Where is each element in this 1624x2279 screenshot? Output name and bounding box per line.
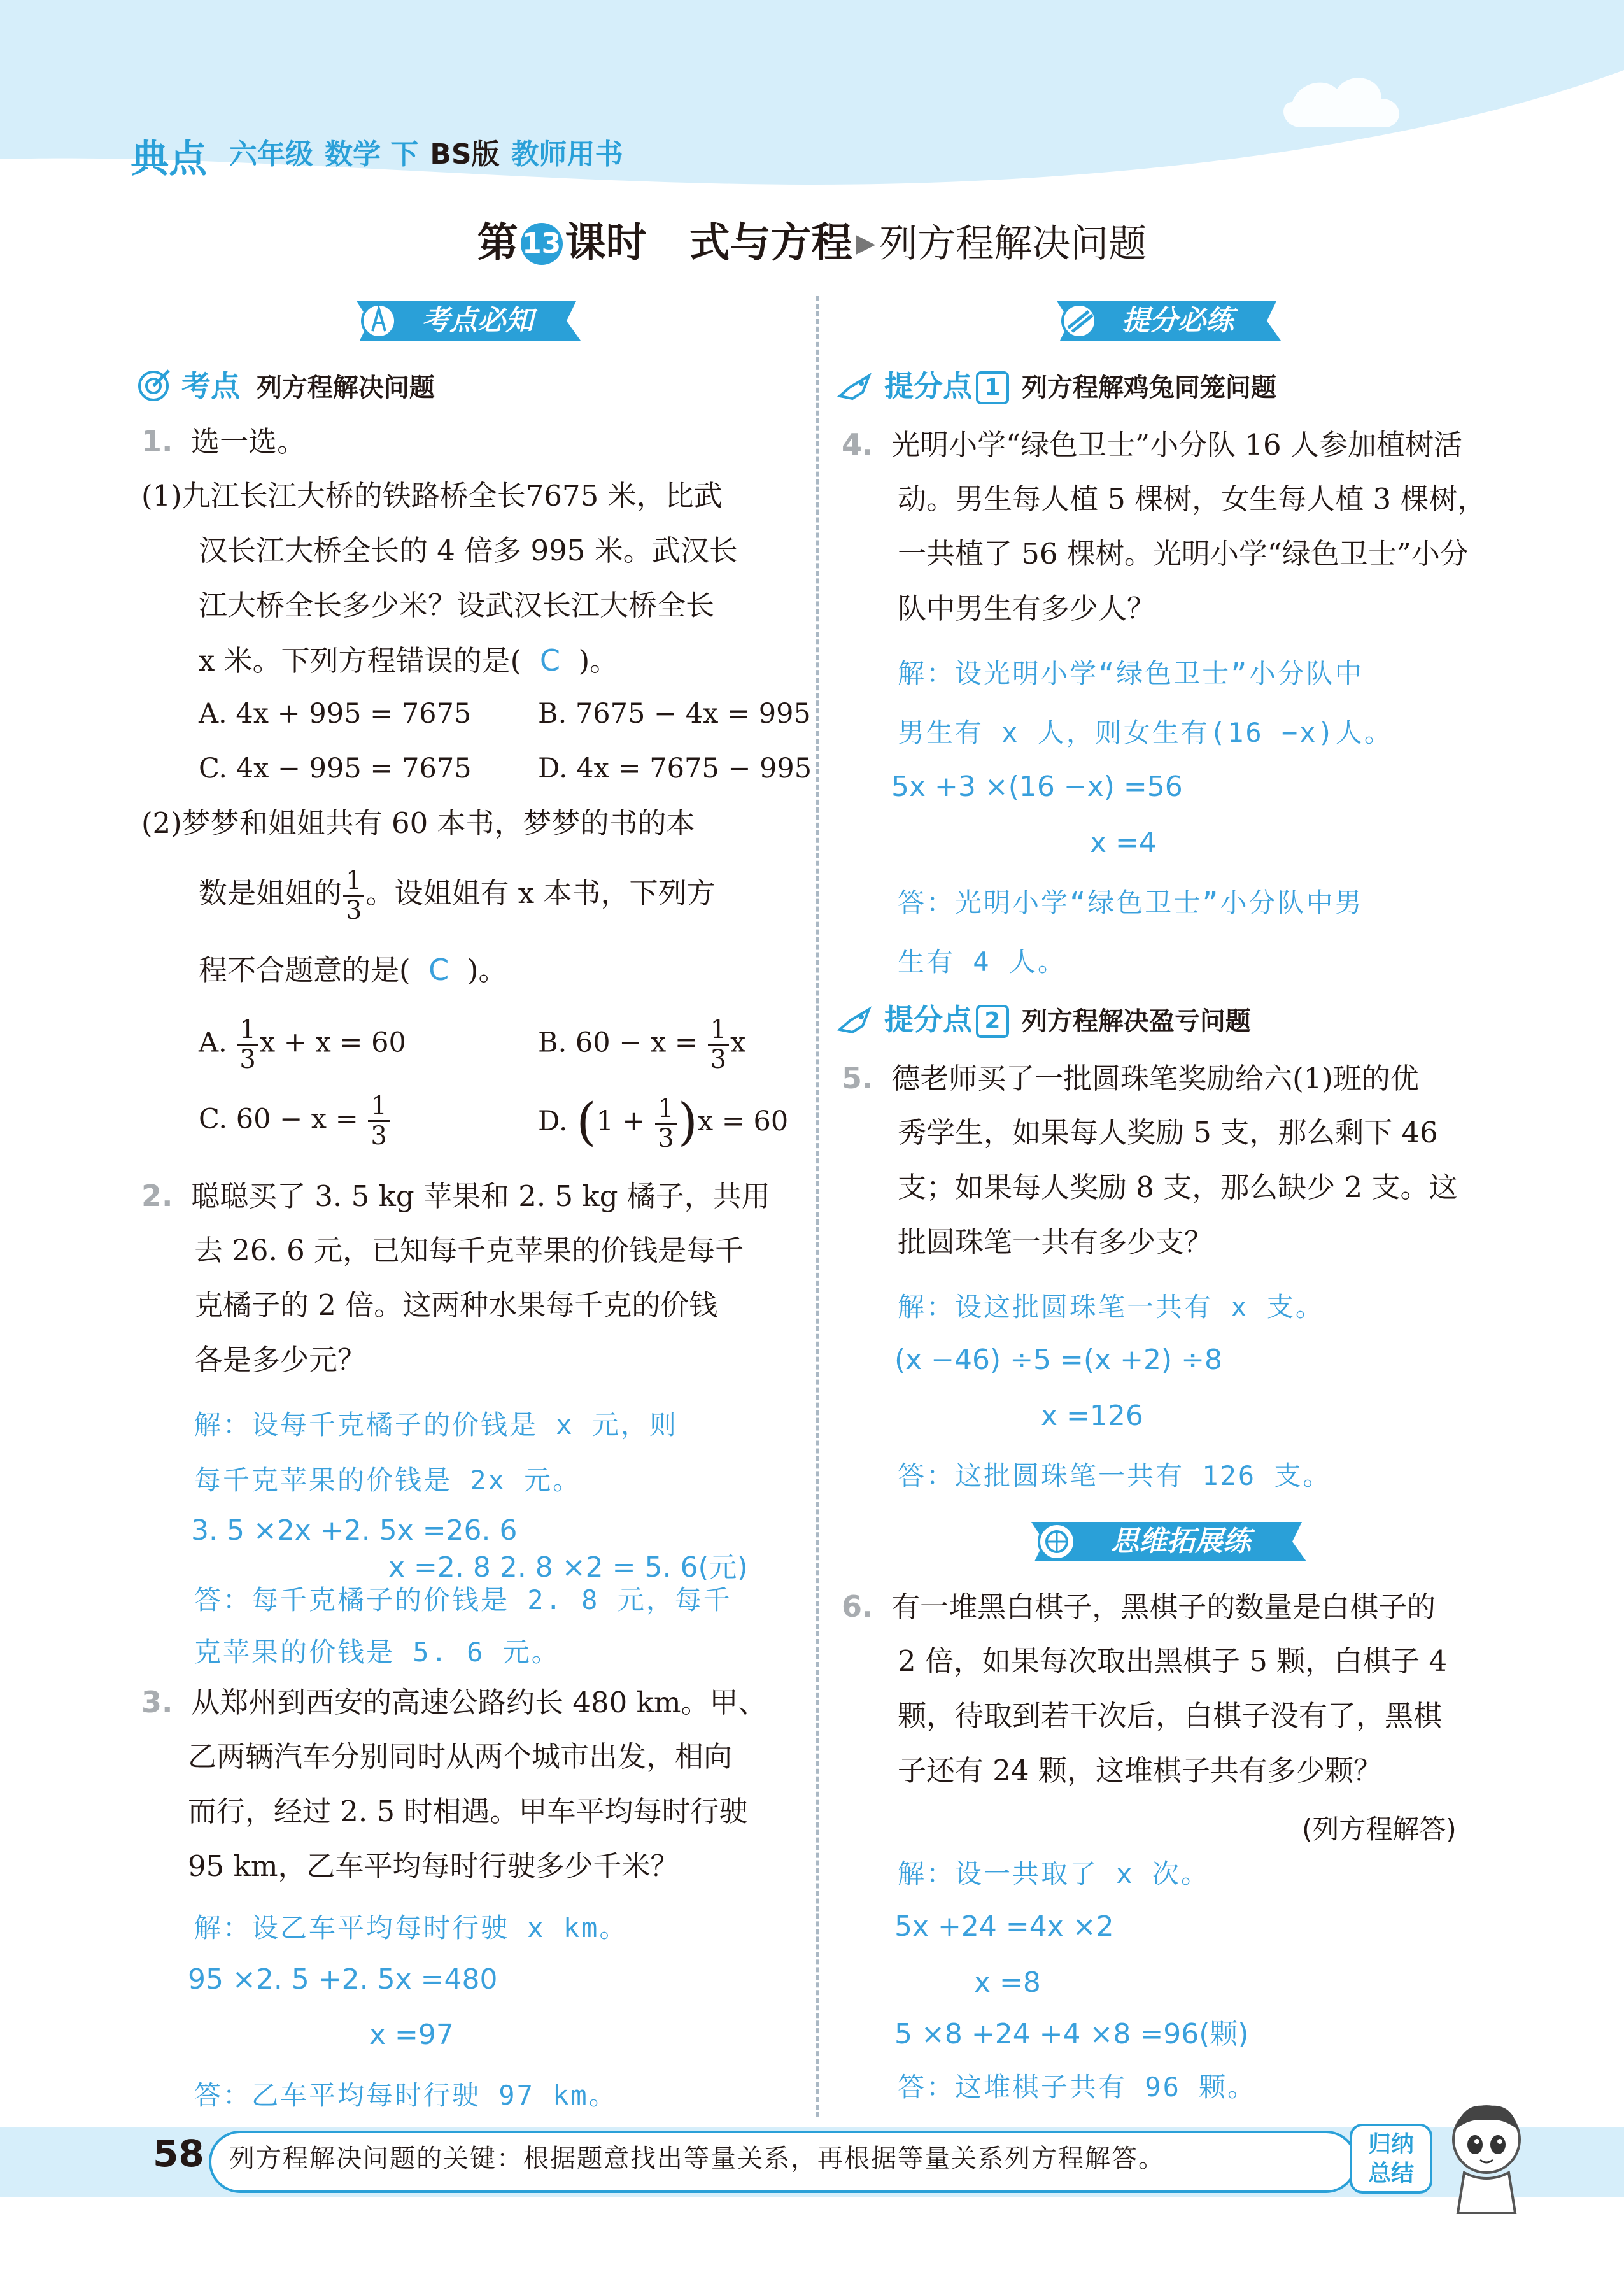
banner-thinking: [1019, 1517, 1311, 1566]
q3-answer-3: x =97: [369, 2019, 454, 2051]
q3-line3: 而行，经过 2. 5 时相遇。甲车平均每时行驶: [188, 1794, 748, 1828]
q2-line4: 各是多少元？: [194, 1343, 367, 1377]
summary-badge: [1350, 2124, 1432, 2194]
q1-p1-option-a: A. 4x + 995 = 7675: [199, 698, 472, 730]
q2-answer-6: 克苹果的价钱是 5. 6 元。: [194, 1636, 560, 1668]
fraction-one-third: [237, 1016, 258, 1074]
point2-title: 列方程解决盈亏问题: [1021, 1007, 1251, 1036]
q5-line4: 批圆珠笔一共有多少支？: [898, 1225, 1213, 1259]
q5-line1: [842, 1051, 1419, 1106]
rocket-icon: [837, 371, 875, 402]
q1-p1-answer: C: [539, 643, 560, 678]
q6-line1: [842, 1579, 1436, 1635]
q3-answer-4: 答：乙车平均每时行驶 97 km。: [194, 2080, 618, 2111]
q2-answer-2: 每千克苹果的价钱是 2x 元。: [194, 1465, 582, 1496]
q6-note: (列方程解答): [1302, 1814, 1457, 1845]
point1-title: 列方程解鸡兔同笼问题: [1021, 373, 1276, 402]
frac-den: 3: [658, 1123, 674, 1153]
rocket-icon: [837, 1004, 875, 1036]
q3-answer-2: 95 ×2. 5 +2. 5x =480: [188, 1963, 498, 1996]
frac-num: 1: [655, 1095, 676, 1125]
q4-line2: 动。男生每人植 5 棵树，女生每人植 3 棵树，: [898, 482, 1486, 516]
q6-answer-5: 答：这堆棋子共有 96 颗。: [898, 2071, 1257, 2103]
opt-a-rest: x + x = 60: [259, 1026, 406, 1059]
frac-num: 1: [368, 1092, 389, 1122]
point1-key: 提分点: [884, 369, 972, 403]
q1-number: 1.: [141, 424, 173, 458]
q5-answer-1: 解：设这批圆珠笔一共有 x 支。: [898, 1291, 1324, 1323]
lesson-suffix: 课时: [565, 220, 647, 267]
q4-answer-3: 5x +3 ×(16 −x) =56: [891, 770, 1183, 803]
frac-den: 3: [371, 1121, 387, 1151]
q6-line2: 2 倍，如果每次取出黑棋子 5 颗，白棋子 4: [898, 1644, 1448, 1678]
q4-answer-1: 解：设光明小学“绿色卫士”小分队中: [898, 658, 1364, 689]
q4-line3: 一共植了 56 棵树。光明小学“绿色卫士”小分: [898, 537, 1469, 571]
point-key: 考点: [181, 369, 240, 403]
q5-line2: 秀学生，如果每人奖励 5 支，那么剩下 46: [898, 1116, 1438, 1149]
q4-line1: [842, 417, 1462, 472]
opt-b-label: B. 60 − x =: [538, 1026, 698, 1059]
lesson-title: [0, 210, 1624, 269]
lesson-prefix: 第: [477, 220, 518, 267]
lesson-number: 13: [521, 223, 563, 265]
q1-p1-option-b: B. 7675 − 4x = 995: [538, 698, 811, 730]
opt-a-label: A.: [199, 1026, 227, 1059]
point1-label: [837, 363, 1276, 405]
q2-line3: 克橘子的 2 倍。这两种水果每千克的价钱: [194, 1288, 718, 1322]
q5-line1-text: 德老师买了一批圆珠笔奖励给六(1)班的优: [891, 1061, 1419, 1095]
book-info: [229, 131, 635, 172]
book-logo-icon: [131, 127, 226, 185]
q2-answer-5: 答：每千克橘子的价钱是 2. 8 元，每千: [194, 1584, 732, 1615]
q1-p2-line3-text: 程不合题意的是(: [199, 953, 411, 987]
q4-number: 4.: [842, 427, 873, 462]
mascot-icon: [1439, 2095, 1534, 2216]
q4-line1-text: 光明小学“绿色卫士”小分队 16 人参加植树活: [891, 428, 1462, 462]
q4-answer-6: 生有 4 人。: [898, 946, 1066, 977]
page-number: 58: [153, 2132, 204, 2175]
q4-answer-5: 答：光明小学“绿色卫士”小分队中男: [898, 887, 1364, 918]
q1-p1-line4: [199, 633, 618, 688]
q6-line4: 子还有 24 颗，这堆棋子共有多少颗？: [898, 1754, 1382, 1787]
banner-improve: [1044, 296, 1286, 346]
opt-c-label: C. 60 − x =: [199, 1103, 358, 1135]
q1-p1-option-d: D. 4x = 7675 − 995: [538, 753, 812, 785]
q1-p1-line4-text: x 米。下列方程错误的是(: [199, 644, 522, 678]
q2-line1: [141, 1168, 770, 1224]
q1-p1-option-c: C. 4x − 995 = 7675: [199, 753, 472, 785]
frac-num: 1: [237, 1016, 258, 1046]
frac-den: 3: [346, 896, 362, 925]
q1-stem-text: 选一选。: [191, 425, 306, 458]
q1-p1-close: )。: [578, 644, 619, 678]
badge-line1: 归纳: [1367, 2131, 1414, 2157]
q1-p1-line1: (1)九江长江大桥的铁路桥全长7675 米，比武: [141, 479, 723, 513]
point2-key: 提分点: [884, 1002, 972, 1037]
fraction-one-third: [655, 1095, 676, 1153]
lesson-topic: 式与方程: [689, 220, 852, 267]
book-type-label: 教师用书: [511, 138, 623, 171]
q1-p2-option-c: [199, 1092, 391, 1150]
q1-p2-line1: (2)梦梦和姐姐共有 60 本书，梦梦的书的本: [141, 806, 695, 840]
point2-number: 2: [976, 1005, 1009, 1038]
q6-answer-1: 解：设一共取了 x 次。: [898, 1858, 1210, 1889]
subject-label: 数学 下: [325, 138, 419, 171]
opt-d-open: (: [576, 1092, 597, 1151]
q1-p2-option-b: [538, 1016, 745, 1074]
q3-answer-1: 解：设乙车平均每时行驶 x km。: [194, 1912, 628, 1943]
q2-number: 2.: [141, 1179, 173, 1213]
q5-line3: 支；如果每人奖励 8 支，那么缺少 2 支。这: [898, 1170, 1458, 1204]
frac-num: 1: [708, 1016, 729, 1046]
q1-p2-line3: [199, 942, 507, 998]
q6-answer-4: 5 ×8 +24 +4 ×8 =96(颗): [894, 2018, 1249, 2050]
q1-p2-line2: [199, 866, 715, 925]
q5-answer-2: (x −46) ÷5 =(x +2) ÷8: [894, 1344, 1222, 1376]
fraction-one-third: [708, 1016, 729, 1074]
column-divider: [816, 296, 819, 2117]
opt-d-close: ): [677, 1092, 698, 1151]
q2-answer-3: 3. 5 ×2x +2. 5x =26. 6: [191, 1514, 518, 1547]
q1-p1-line3: 江大桥全长多少米？设武汉长江大桥全长: [199, 588, 715, 622]
q1-p2-line2a: 数是姐姐的: [199, 876, 342, 910]
q5-number: 5.: [842, 1061, 873, 1095]
banner-improve-text: 提分必练: [1122, 304, 1234, 337]
q1-p2-option-a: [199, 1016, 406, 1074]
q1-p1-line2: 汉长江大桥全长的 4 倍多 995 米。武汉长: [199, 534, 738, 567]
q3-line4: 95 km，乙车平均每时行驶多少千米？: [188, 1849, 679, 1883]
q1-stem: [141, 414, 306, 469]
point1-number: 1: [976, 371, 1009, 404]
target-icon: [137, 367, 173, 402]
q3-line1: [141, 1675, 767, 1730]
q6-number: 6.: [842, 1589, 873, 1624]
summary-text: 列方程解决问题的关键：根据题意找出等量关系，再根据等量关系列方程解答。: [229, 2144, 1165, 2173]
q6-line1-text: 有一堆黑白棋子，黑棋子的数量是白棋子的: [891, 1590, 1436, 1624]
frac-den: 3: [710, 1045, 727, 1074]
point-title: 列方程解决问题: [256, 373, 435, 402]
banner-thinking-text: 思维拓展练: [1111, 1525, 1251, 1558]
logo-text: 典点: [131, 137, 207, 181]
badge-line2: 总结: [1367, 2161, 1414, 2187]
q2-answer-4: x =2. 8 2. 8 ×2 = 5. 6(元): [388, 1551, 748, 1584]
q3-number: 3.: [141, 1685, 173, 1719]
lesson-subtopic: 列方程解决问题: [879, 222, 1147, 266]
q6-answer-3: x =8: [974, 1966, 1041, 1999]
q5-answer-3: x =126: [1041, 1400, 1143, 1432]
triangle-icon: ▶: [856, 229, 876, 258]
banner-exam-points: [344, 296, 586, 346]
q1-p2-close: )。: [467, 953, 507, 987]
grade-label: 六年级: [229, 138, 313, 171]
fraction-one-third: [343, 867, 364, 925]
q6-answer-2: 5x +24 =4x ×2: [894, 1910, 1114, 1943]
q6-line3: 颗，待取到若干次后，白棋子没有了，黑棋: [898, 1699, 1443, 1733]
q4-answer-4: x =4: [1090, 827, 1157, 859]
q4-answer-2: 男生有 x 人，则女生有(16 −x)人。: [898, 717, 1393, 748]
q1-p2-line2b: 。设姐姐有 x 本书，下列方: [365, 876, 716, 910]
q2-line1-text: 聪聪买了 3. 5 kg 苹果和 2. 5 kg 橘子，共用: [191, 1179, 770, 1213]
q2-answer-1: 解：设每千克橘子的价钱是 x 元，则: [194, 1409, 678, 1440]
q1-p2-answer: C: [428, 953, 449, 987]
opt-d-rest: x = 60: [697, 1105, 789, 1137]
q1-p2-option-d: [538, 1092, 788, 1153]
opt-d-mid: 1 +: [596, 1105, 646, 1137]
q4-line4: 队中男生有多少人？: [898, 592, 1156, 625]
banner-exam-points-text: 考点必知: [421, 304, 533, 337]
frac-den: 3: [239, 1045, 256, 1074]
q3-line1-text: 从郑州到西安的高速公路约长 480 km。甲、: [191, 1686, 767, 1719]
fraction-one-third: [368, 1092, 389, 1150]
q2-line2: 去 26. 6 元，已知每千克苹果的价钱是每千: [194, 1233, 744, 1267]
frac-num: 1: [343, 867, 364, 897]
opt-b-rest: x: [730, 1026, 746, 1059]
point-label: [137, 363, 435, 405]
q5-answer-4: 答：这批圆珠笔一共有 126 支。: [898, 1460, 1332, 1491]
edition-label: BS版: [430, 138, 500, 171]
opt-d-label: D.: [538, 1105, 568, 1137]
q3-line2: 乙两辆汽车分别同时从两个城市出发，相向: [188, 1740, 733, 1773]
point2-label: [837, 997, 1251, 1039]
